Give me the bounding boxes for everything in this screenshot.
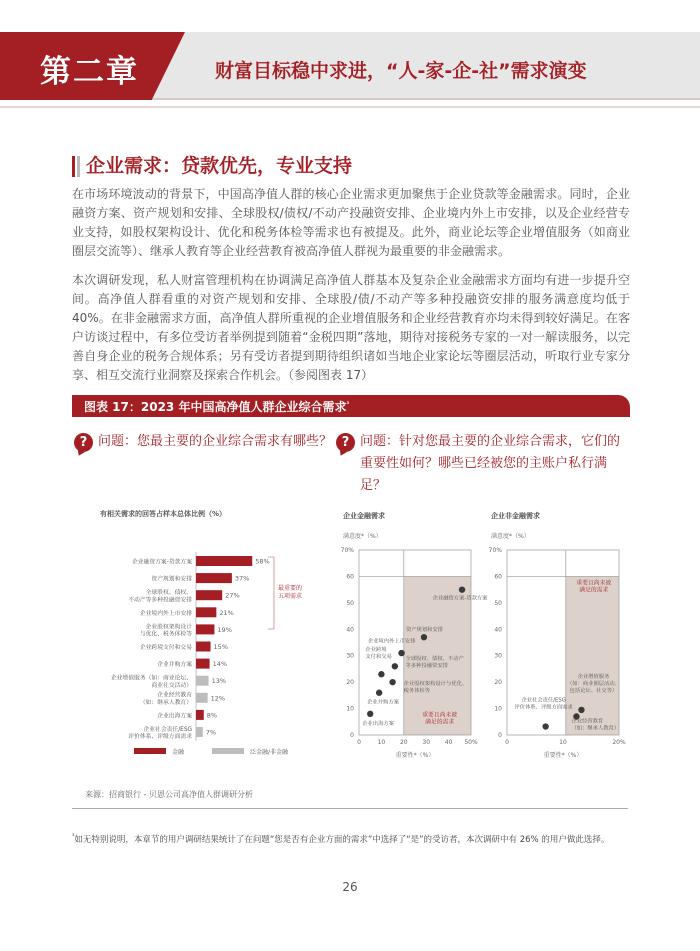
x-tick-label: 40 [444,739,453,746]
point-label-line: 企业股权架构设计与优化、 [403,681,468,688]
question-left: 问题：您最主要的企业综合需求有哪些？ [98,434,333,449]
point-label-line: （如：继承人教育） [571,725,620,732]
category-label-line: 企业融资方案-贷款方案 [131,559,192,566]
y-tick-label: 0 [350,732,354,739]
chapter-header [0,32,700,100]
chart-title: 有相关需求的回答占样本总体比例（%） [100,510,227,518]
y-tick-label: 20 [494,679,502,687]
category-label [151,575,192,583]
category-label [128,725,192,740]
value-label: 37% [234,574,250,583]
category-label-line: 企业并购方案 [157,662,192,669]
scatter-chart-financial [322,502,492,767]
region-label [422,711,457,726]
point-label-line: 全球股权、债权、不动产 [405,656,464,663]
x-tick-label: 20% [612,739,626,746]
bar [196,573,232,583]
y-tick-label: 10 [494,705,502,713]
figure-title-bar [72,395,630,417]
data-point [578,707,584,713]
value-label: 12% [210,694,226,703]
y-tick-label: 70% [488,547,502,554]
category-label-line: 企业跨境支付和交易 [139,645,192,651]
bar [196,590,222,600]
value-label: 8% [206,711,218,720]
y-axis-label: 满意度*（%） [343,533,382,540]
category-label [140,691,192,706]
x-tick-label: 0 [505,739,509,746]
point-label [367,698,399,706]
point-label-line: 企业增值服务 [577,673,610,680]
section-title: 企业需求：贷款优先，专业支持 [72,153,630,179]
point-label [365,645,392,660]
footnote [72,830,642,847]
category-label [157,711,192,719]
y-tick-label: 40 [346,626,354,634]
x-axis-label: 重要性*（%） [543,752,583,759]
chart-title: 企业非金融需求 [491,512,540,520]
data-point [376,690,382,696]
data-point [398,650,404,656]
region-label-line: 重要且尚未被 [576,580,612,587]
bar [196,556,252,566]
data-point [389,679,395,685]
value-label: 21% [219,608,234,617]
y-tick-label: 10 [346,705,354,713]
page-number: 26 [342,880,358,894]
y-tick-label: 50 [346,599,354,607]
point-label-line: 企业融资方案-贷款方案 [432,595,488,602]
questions [72,431,630,497]
scatter-chart-non-financial [478,502,638,767]
category-label-line: 与优化、税务体检等 [139,631,192,638]
category-label [140,622,192,637]
category-label [111,674,192,689]
data-point [392,663,398,669]
category-label-line: 商业社交活动） [151,682,192,689]
point-label-line: 评价体系、评级方面需求 [514,704,573,711]
question-right: 问题：针对您最主要的企业综合需求，它们的重要性如何？哪些已经被您的主账户私行满足？ [360,434,621,493]
region-label-line: 满足的需求 [425,719,455,726]
footnote-divider [72,808,628,809]
bar-chart [72,502,322,767]
annotation [278,584,302,600]
y-tick-label: 60 [494,573,502,581]
category-label [140,609,192,617]
bar [196,659,210,669]
bar [196,642,211,652]
content-column [72,153,630,497]
x-tick-label: 50% [464,739,478,746]
figure-title: 图表 17：2023 年中国高净值人群企业综合需求 [84,400,347,414]
point-label-line: 支付和交易 [365,654,392,661]
annotation-line: 五项需求 [278,593,303,600]
point-label-line: 等多种投融资安排 [405,663,448,670]
y-tick-label: 70% [340,547,354,554]
y-tick-label: 60 [346,573,354,581]
point-label-line: 企业出海方案 [362,720,394,727]
x-tick-label: 10 [377,739,386,746]
highlight-region [566,576,619,735]
point-label-line: 企业跨境 [365,647,387,654]
point-label-line: 企业境内外上市安排 [367,638,416,645]
question-icon: ? [336,433,355,452]
question-icon: ? [74,433,93,452]
y-tick-label: 50 [494,599,502,607]
data-point [542,723,548,729]
category-label-line: 企业股权架构设计 [145,624,192,631]
point-label [368,636,416,644]
y-tick-label: 0 [498,732,502,739]
value-label: 19% [217,625,232,634]
x-tick-label: 10 [559,739,567,746]
category-label-line: 资产规划和安排 [151,576,192,583]
category-label [132,558,192,566]
footnote-ref: ³ [346,401,350,408]
y-tick-label: 30 [346,652,354,660]
category-label-line: 全球股权、债权、 [145,590,192,597]
x-tick-label: 0 [357,739,361,746]
source-note: 来源：招商银行 - 贝恩公司高净值人群调研分析 [85,790,253,799]
value-label: 7% [205,728,217,737]
legend-swatch [134,748,166,754]
divider [0,106,700,108]
point-label [514,696,572,711]
bar [196,624,214,634]
paragraph-2: 本次调研发现，私人财富管理机构在协调满足高净值人群基本及复杂企业金融需求方面均有进一步提升空间。高净值人群看重的对资产规划和安排、全球股/债/不动产等多种投融资安排的服务满意度均低于40%。在非金融需求方面，高净值人群所重视的企业增值服务和企业经营教育亦均未得到较好满足。在客户访谈过程中，有多位受访者举例提到随着“金税四期”落地，期待对接税务专家的一对一解读服务，以完善自身企业的税务合规体系；另有受访者提到期待组织诸如当地企业家论坛等圈层活动，听取行业专家分享、相互交流行业洞察及探索合作机会。（参阅图表 17） [72,273,630,382]
x-tick-label: 30 [422,739,431,746]
paragraph-1: 在市场环境波动的背景下，中国高净值人群的核心企业需求更加聚焦于企业贷款等金融需求。同时，企业融资方案、资产规划和安排、全球股权/债权/不动产投融资安排、企业境内外上市安排，以及企业经营专业支持，如股权架构设计、优化和税务体检等需求也有被提及。此外，商业论坛等企业增值服务（如商业圈层交流等）、继承人教育等企业经营教育被高净值人群视为最重要的非金融需求。 [72,187,630,258]
point-label-line: 资产规划和安排 [405,627,444,634]
region-label-line: 重要且尚未被 [422,712,458,719]
category-label-line: 企业出海方案 [157,713,192,720]
question-right-block [334,431,630,497]
bar [196,676,209,686]
value-label: 58% [255,557,270,566]
category-label [128,588,192,603]
region-label-line: 满足的需求 [579,587,609,594]
x-tick-label: 20 [399,739,408,746]
value-label: 13% [211,677,227,686]
legend-swatch [212,748,244,754]
value-label: 27% [225,591,240,600]
data-point [459,586,465,592]
category-label-line: 企业社会责任/ESG [143,726,192,733]
data-point [421,634,427,640]
chart-title: 企业金融需求 [343,512,385,520]
category-label-line: （如：继承人教育） [139,699,192,706]
y-axis-label: 满意度*（%） [491,533,530,540]
bar [196,727,203,737]
point-label-line: （如：商业圈层活动、 [566,680,620,687]
y-tick-label: 30 [494,652,502,660]
bar [196,693,208,703]
category-label-line: 企业增值服务（如：商业论坛、 [110,675,192,682]
category-label-line: 企业境内外上市安排 [139,610,192,617]
point-label [362,719,394,727]
bar [196,607,216,617]
point-label-line: 企业经营教育 [571,718,604,725]
legend-label: 金融 [172,749,185,756]
point-label-line: 包括论坛、社交等） [569,687,618,694]
footnote-mark: ³ [72,833,75,840]
category-label [140,643,192,651]
annotation-line: 最重要的 [278,585,303,592]
data-point [367,711,373,717]
point-label-line: 企业并购方案 [367,699,399,706]
data-point [378,671,384,677]
y-tick-label: 40 [494,626,502,634]
question-left-block [72,431,334,497]
category-label [157,660,192,668]
value-label: 14% [212,660,228,669]
y-tick-label: 20 [346,679,354,687]
region-label [576,578,611,593]
point-label-line: 税务体检等 [403,688,431,695]
bar [196,710,204,720]
chapter-label: 第二章 [40,54,139,90]
category-label-line: 评价体系、评级方面需求 [128,734,192,741]
legend-label: 泛金融/非金融 [250,749,289,756]
x-axis-label: 重要性*（%） [395,752,435,759]
category-label-line: 企业经营教育 [157,692,192,699]
point-label [406,625,444,633]
bracket [268,557,274,629]
value-label: 15% [213,643,229,651]
category-label-line: 不动产等多种投融资安排 [128,597,192,604]
footnote-text: 如无特别说明，本章节的用户调研结果统计了在问题“您是否有企业方面的需求”中选择了“是”的受访者，本次调研中有 26% 的用户做此选择。 [74,834,610,845]
chapter-title: 财富目标稳中求进，“人-家-企-社”需求演变 [215,60,587,82]
point-label-line: 企业社会责任/ESG [521,697,566,704]
